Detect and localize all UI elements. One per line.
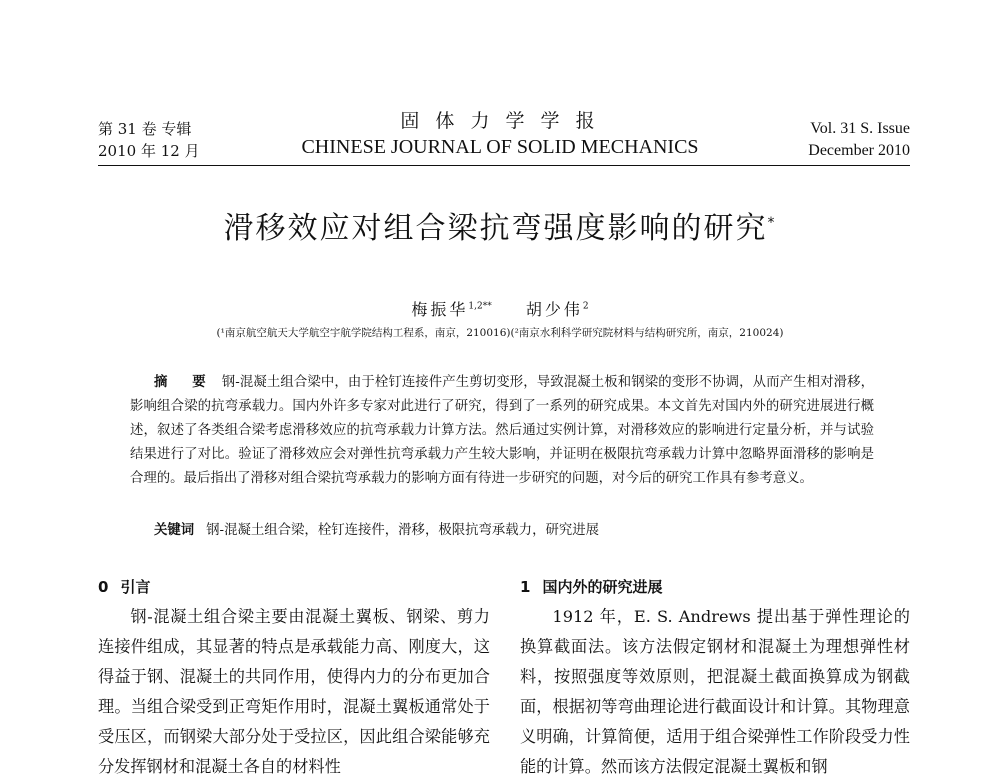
section-heading bbox=[98, 572, 490, 602]
section-number: 1 bbox=[520, 578, 531, 596]
paper-title-text: 滑移效应对组合梁抗弯强度影响的研究 bbox=[223, 211, 768, 246]
keywords bbox=[154, 519, 874, 543]
header-rule bbox=[98, 165, 910, 166]
journal-name-en: CHINESE JOURNAL OF SOLID MECHANICS bbox=[301, 136, 699, 158]
keywords-label: 关键词 bbox=[154, 523, 195, 538]
author-2-sup: 2 bbox=[582, 302, 589, 312]
section-title: 国内外的研究进展 bbox=[542, 578, 663, 596]
title-footnote-mark: * bbox=[767, 215, 777, 231]
section-title: 引言 bbox=[120, 578, 151, 596]
abstract bbox=[130, 371, 874, 491]
affiliations: (¹南京航空航天大学航空宇航学院结构工程系，南京，210016)(²南京水利科学研究院材料与结构研究所，南京，210024) bbox=[216, 327, 784, 339]
keywords-text: 钢-混凝土组合梁，栓钉连接件，滑移，极限抗弯承载力，研究进展 bbox=[206, 523, 600, 538]
author-1-name: 梅振华 bbox=[411, 300, 469, 320]
section-body: 1912 年，E. S. Andrews 提出基于弹性理论的换算截面法。该方法假定钢材和混凝土为理想弹性材料，按照强度等效原则，把混凝土截面换算成为钢截面，根据初等弯曲理论进行截面设计和计算。其物理意义明确，计算简便，适用于组合梁弹性工作阶段受力性能的计算。然而该方法假定混凝土翼板和钢 bbox=[520, 607, 910, 776]
journal-issue-info-en bbox=[808, 118, 910, 162]
journal-name-cn: 固 体 力 学 学 报 bbox=[400, 110, 600, 132]
abstract-label: 摘 要 bbox=[154, 375, 216, 390]
author-1-sup: 1,2** bbox=[468, 302, 492, 312]
volume-cn: 第 31 卷 专辑 bbox=[98, 120, 192, 138]
author-list bbox=[0, 296, 1000, 321]
author-1 bbox=[411, 300, 491, 319]
volume-en: Vol. 31 S. Issue bbox=[810, 120, 910, 137]
abstract-text: 钢-混凝土组合梁中，由于栓钉连接件产生剪切变形，导致混凝土板和钢梁的变形不协调，从而产生相对滑移，影响组合梁的抗弯承载力。国内外许多专家对此进行了研究，得到了一系列的研究成果。本文首先对国内外的研究进展进行概述，叙述了各类组合梁考虑滑移效应的抗弯承载力计算方法。然后通过实例计算，对滑移效应的影响进行定量分析，并与试验结果进行了对比。验证了滑移效应会对弹性抗弯承载力产生较大影响，并证明在极限抗弯承载力计算中忽略界面滑移的影响是合理的。最后指出了滑移对组合梁抗弯承载力的影响方面有待进一步研究的问题，对今后的研究工作具有参考意义。 bbox=[130, 375, 874, 486]
date-en: December 2010 bbox=[808, 142, 910, 159]
paper-title bbox=[0, 203, 1000, 249]
section-number: 0 bbox=[98, 578, 109, 596]
section-body: 钢-混凝土组合梁主要由混凝土翼板、钢梁、剪力连接件组成，其显著的特点是承载能力高、刚度大，这得益于钢、混凝土的共同作用，使得内力的分布更加合理。当组合梁受到正弯矩作用时，混凝土翼板通常处于受压区，而钢梁大部分处于受拉区，因此组合梁能够充分发挥钢材和混凝土各自的材料性 bbox=[98, 607, 490, 776]
section-introduction bbox=[98, 572, 490, 782]
author-2 bbox=[526, 300, 589, 319]
section-research-progress bbox=[520, 572, 910, 782]
date-cn: 2010 年 12 月 bbox=[98, 142, 200, 160]
author-2-name: 胡少伟 bbox=[525, 300, 583, 320]
section-heading bbox=[520, 572, 910, 602]
